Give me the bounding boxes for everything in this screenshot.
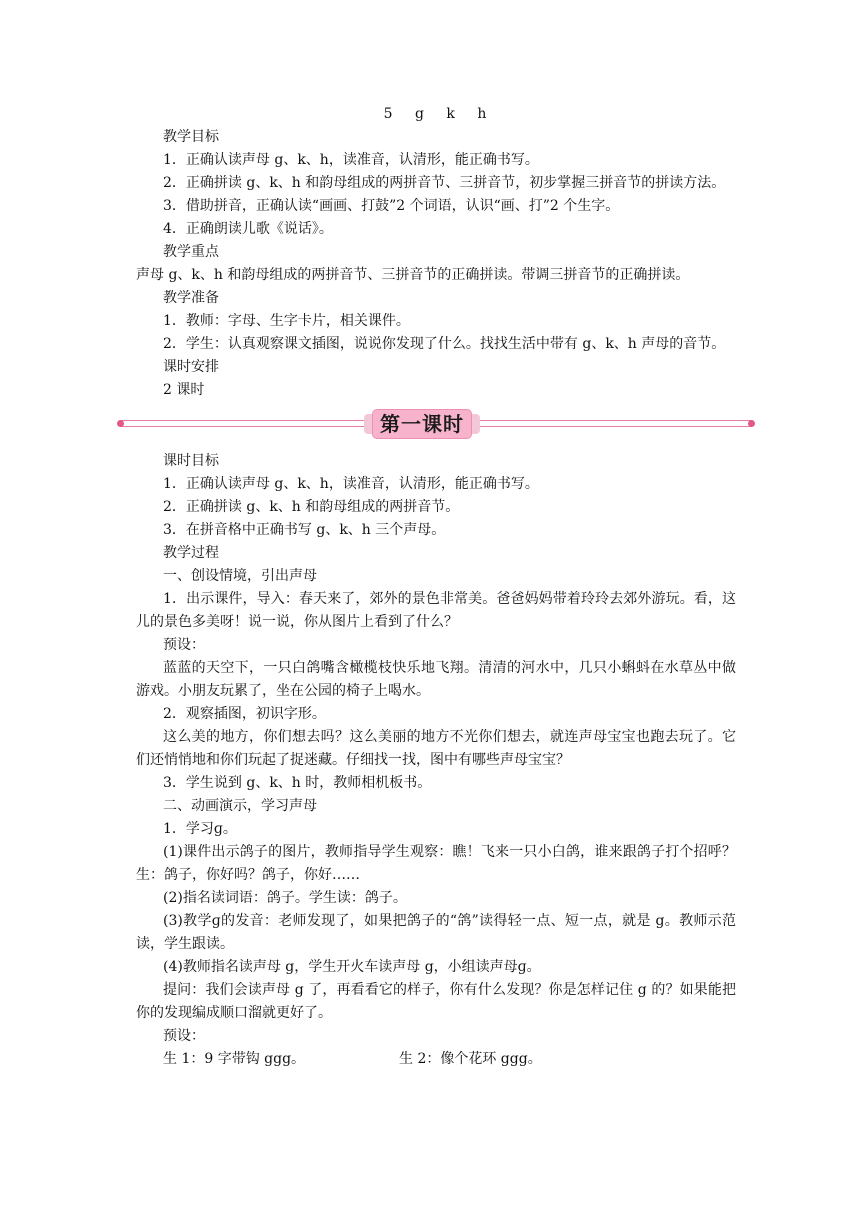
lesson-number: 5 — [383, 106, 395, 122]
prep-heading: 教学准备 — [163, 290, 219, 306]
goal-item: 4．正确朗读儿歌《说话》。 — [163, 221, 333, 237]
title-letter-g: g — [414, 106, 426, 122]
step-item: (3)教学ɡ的发音：老师发现了，如果把鸽子的“鸽”读得轻一点、短一点，就是 g。教师示范读，学生跟读。 — [136, 913, 736, 952]
preset-label: 预设： — [163, 1028, 205, 1044]
section-heading: 二、动画演示，学习声母 — [163, 798, 317, 814]
lesson-banner — [120, 406, 752, 442]
step-item: (4)教师指名读声母 g，学生开火车读声母 g，小组读声母ɡ。 — [163, 959, 541, 975]
preset-label: 预设： — [163, 637, 205, 653]
goal-item: 3．借助拼音，正确认读“画画、打鼓”2 个词语，认识“画、打”2 个生字。 — [163, 198, 620, 214]
answer-row — [136, 1048, 736, 1071]
lesson-goal-item: 3．在拼音格中正确书写 g、k、h 三个声母。 — [163, 522, 446, 538]
lesson-banner-label: 第一课时 — [372, 409, 472, 439]
goals-heading: 教学目标 — [163, 129, 219, 145]
focus-text: 声母 g、k、h 和韵母组成的两拼音节、三拼音节的正确拼读。带调三拼音节的正确拼读。 — [136, 267, 690, 283]
banner-dot-right — [748, 420, 755, 427]
answer-item: 生 1：9 字带钩 ggg。 — [163, 1051, 306, 1067]
title-letter-k: k — [446, 106, 457, 122]
schedule-heading: 课时安排 — [163, 359, 219, 375]
focus-heading: 教学重点 — [163, 244, 219, 260]
paragraph: 1．学习ɡ。 — [163, 821, 237, 837]
prep-item: 1．教师：字母、生字卡片，相关课件。 — [163, 313, 410, 329]
lesson-goal-item: 1．正确认读声母 g、k、h，读准音，认清形，能正确书写。 — [163, 476, 539, 492]
answer-item: 生 2：像个花环 ggg。 — [399, 1051, 542, 1067]
lesson-title — [136, 103, 736, 126]
lesson-goals-heading: 课时目标 — [163, 453, 219, 469]
lesson-goal-item: 2．正确拼读 g、k、h 和韵母组成的两拼音节。 — [163, 499, 460, 515]
title-letter-h: h — [477, 106, 489, 122]
paragraph: 蓝蓝的天空下，一只白鸽嘴含橄榄枝快乐地飞翔。清清的河水中，几只小蝌蚪在水草丛中做游戏。小朋友玩累了，坐在公园的椅子上喝水。 — [136, 660, 736, 699]
paragraph: 这么美的地方，你们想去吗？这么美丽的地方不光你们想去，就连声母宝宝也跑去玩了。它们还悄悄地和你们玩起了捉迷藏。仔细找一找，图中有哪些声母宝宝？ — [136, 729, 736, 768]
step-item: (2)指名读词语：鸽子。学生读：鸽子。 — [163, 890, 407, 906]
document-body — [136, 103, 736, 1071]
prep-item: 2．学生：认真观察课文插图，说说你发现了什么。找找生活中带有 g、k、h 声母的音节。 — [163, 336, 726, 352]
paragraph: 1．出示课件，导入：春天来了，郊外的景色非常美。爸爸妈妈带着玲玲去郊外游玩。看，这儿的景色多美呀！说一说，你从图片上看到了什么？ — [136, 591, 736, 630]
paragraph: 3．学生说到 g、k、h 时，教师相机板书。 — [163, 775, 432, 791]
step-item: (1)课件出示鸽子的图片，教师指导学生观察：瞧！飞来一只小白鸽，谁来跟鸽子打个招呼？生：鸽子，你好吗？鸽子，你好…… — [136, 844, 736, 883]
process-heading: 教学过程 — [163, 545, 219, 561]
goal-item: 1．正确认读声母 g、k、h，读准音，认清形，能正确书写。 — [163, 152, 539, 168]
paragraph: 2．观察插图，初识字形。 — [163, 706, 326, 722]
schedule-value: 2 课时 — [163, 382, 205, 398]
banner-dot-left — [117, 420, 124, 427]
section-heading: 一、创设情境，引出声母 — [163, 568, 317, 584]
goal-item: 2．正确拼读 g、k、h 和韵母组成的两拼音节、三拼音节，初步掌握三拼音节的拼读方法。 — [163, 175, 726, 191]
question-paragraph: 提问：我们会读声母 g 了，再看看它的样子，你有什么发现？你是怎样记住 g 的？如果能把你的发现编成顺口溜就更好了。 — [136, 982, 736, 1021]
